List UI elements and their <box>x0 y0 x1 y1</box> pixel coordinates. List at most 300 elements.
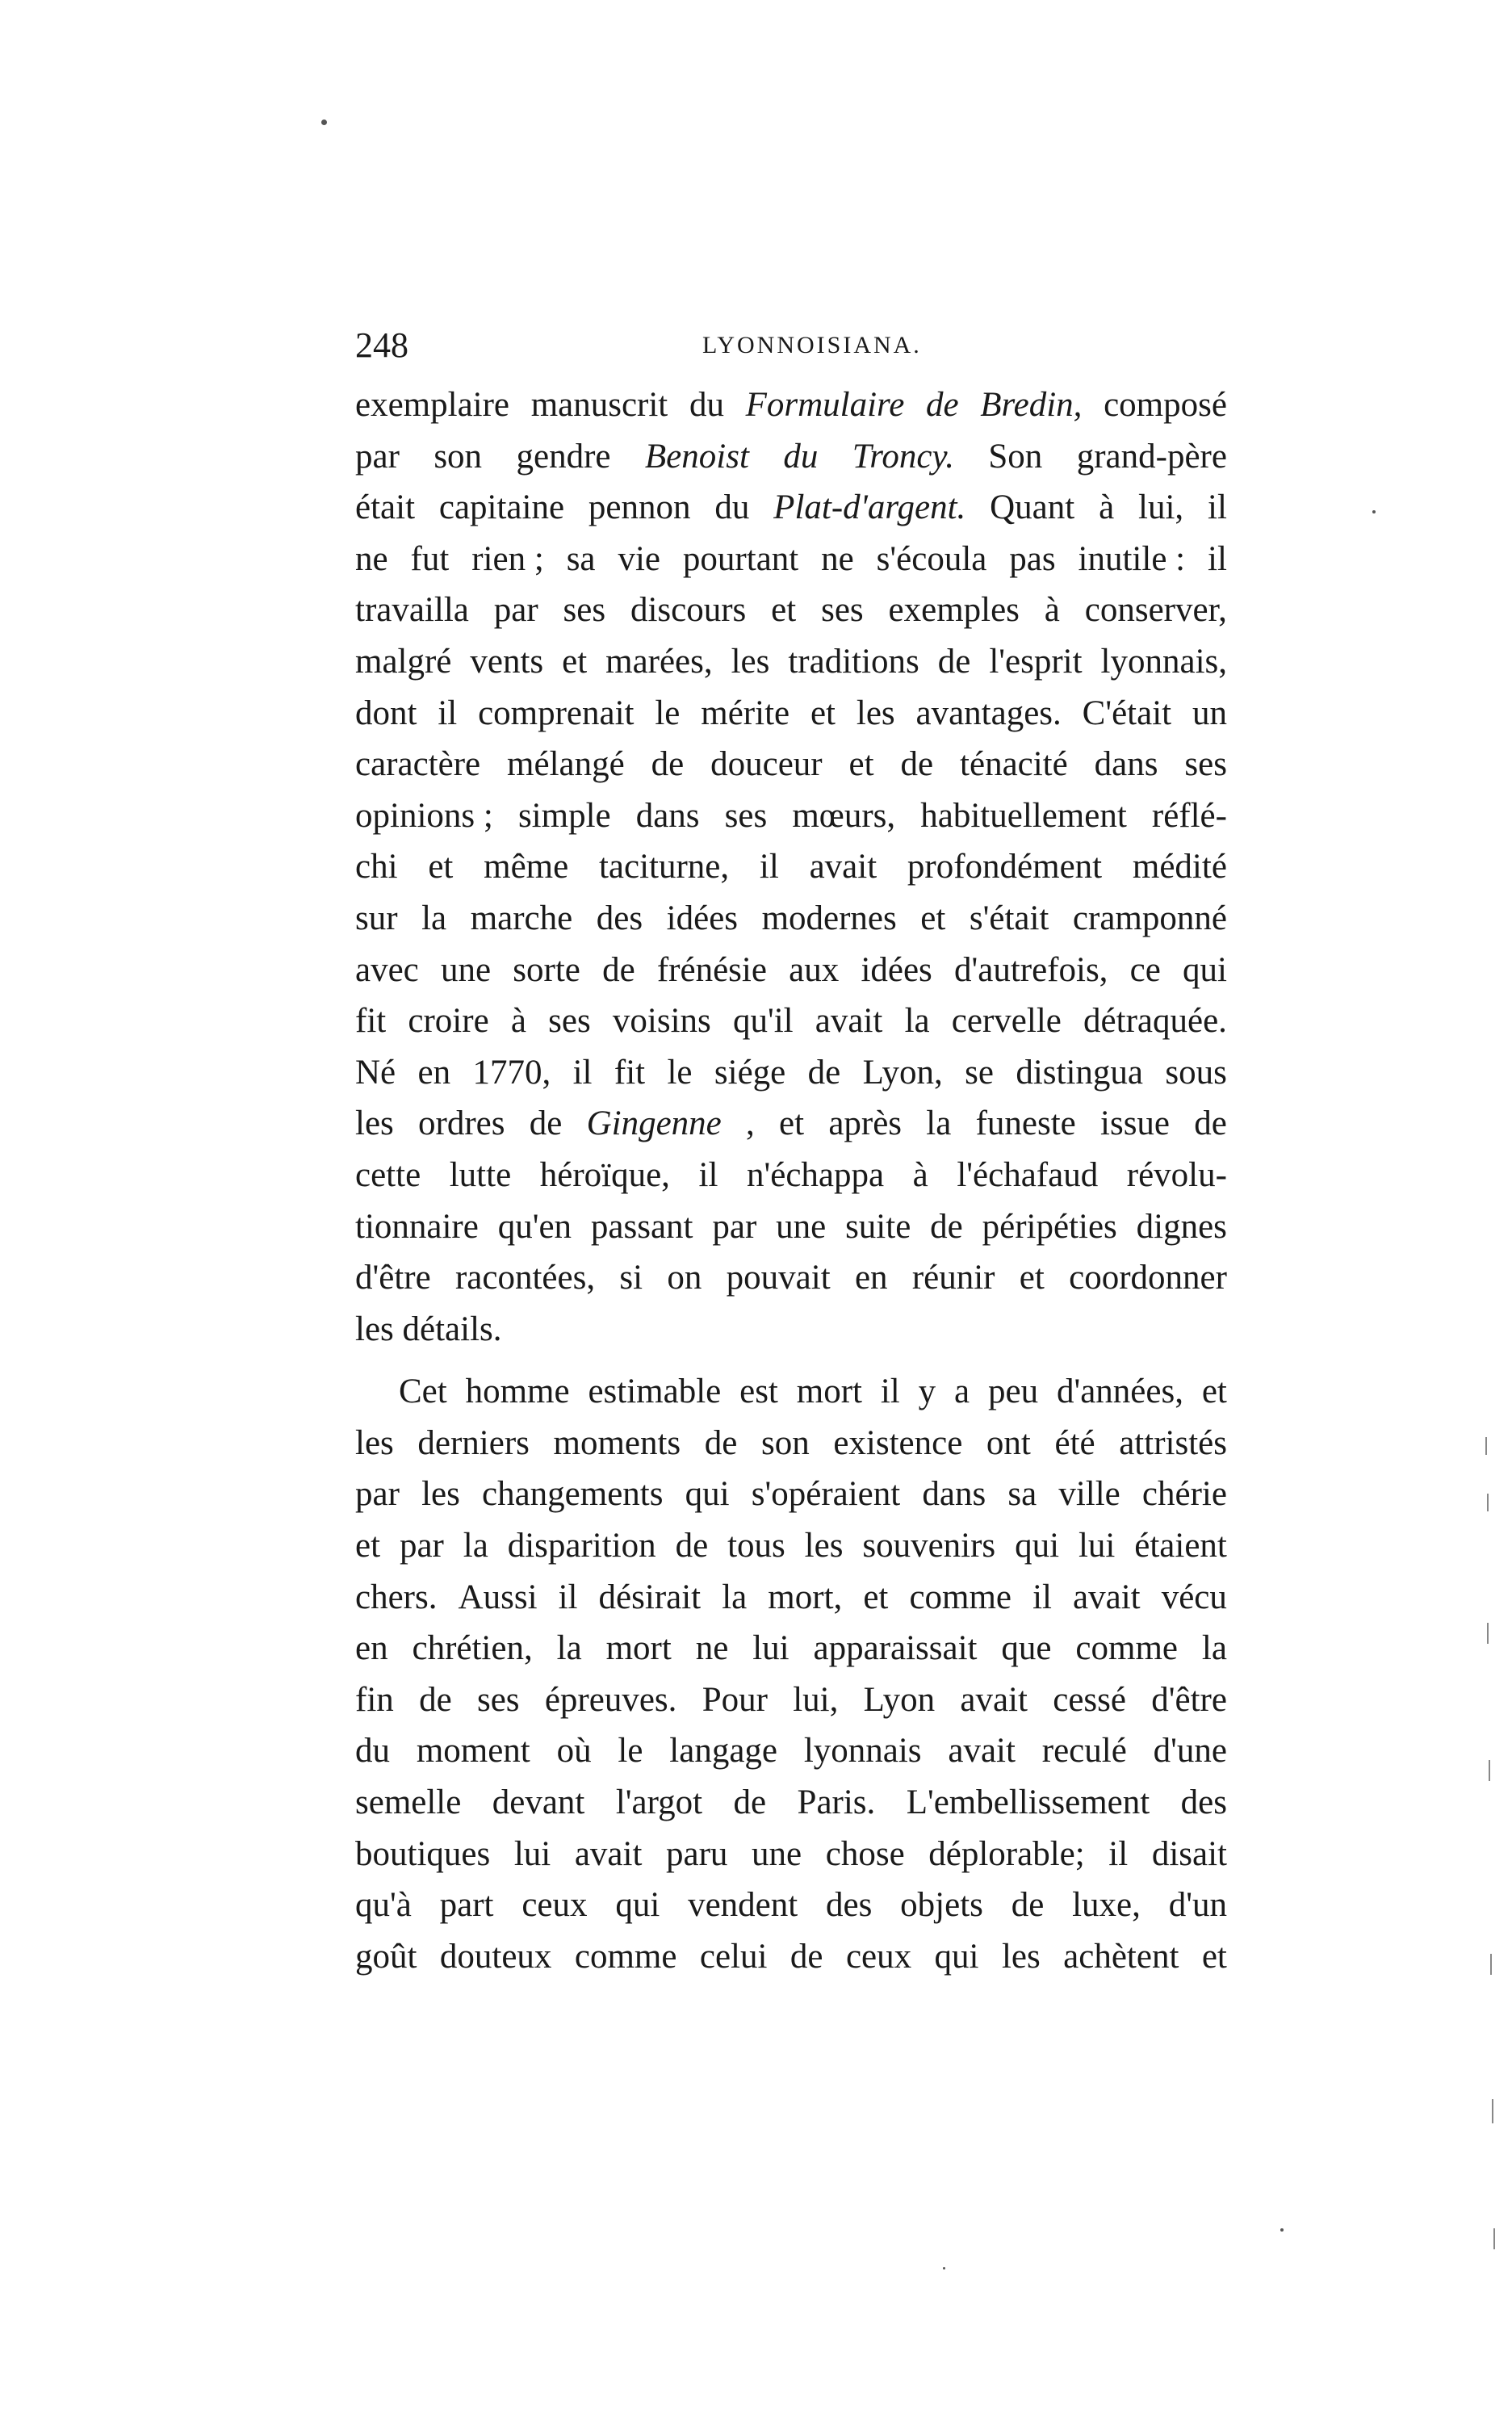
word: mort <box>605 1629 672 1668</box>
running-head: LYONNOISIANA. <box>702 332 922 358</box>
scan-edge-mark <box>1490 1954 1492 1975</box>
text-line <box>355 1623 1227 1674</box>
word: ténacité <box>960 745 1068 784</box>
word: avec <box>355 950 419 989</box>
word: sorte <box>513 950 580 989</box>
word: ses <box>548 1002 591 1041</box>
word: du <box>355 1732 390 1771</box>
word: funeste <box>975 1104 1076 1143</box>
word: et <box>810 694 836 732</box>
word: de <box>925 386 959 424</box>
word: existence <box>833 1423 963 1462</box>
word: chi <box>355 848 398 886</box>
text-line <box>355 790 1227 842</box>
word: la <box>463 1527 488 1565</box>
word: gendre <box>516 437 611 476</box>
word: d'être <box>1151 1680 1227 1719</box>
word: en <box>417 1053 451 1092</box>
word: révolu- <box>1126 1155 1227 1194</box>
word: simple <box>517 796 611 835</box>
text-line <box>355 1572 1227 1624</box>
word: par <box>355 437 400 476</box>
text-line <box>355 636 1227 688</box>
word: lui <box>752 1629 790 1668</box>
word: les détails. <box>355 1310 502 1348</box>
word: les <box>731 642 770 681</box>
word: idées <box>861 950 932 989</box>
word: chrétien, <box>412 1629 533 1668</box>
word: la <box>926 1104 952 1143</box>
word: les <box>355 1104 394 1143</box>
text-line <box>355 1469 1227 1520</box>
word: ses <box>563 591 606 630</box>
word: il <box>759 848 779 886</box>
word: et <box>562 642 588 681</box>
word: et <box>1201 1937 1227 1976</box>
word: d'années, <box>1056 1373 1183 1411</box>
text-line <box>355 1674 1227 1726</box>
word: y <box>918 1373 936 1411</box>
word: Quant <box>990 488 1075 527</box>
scan-speck <box>1372 510 1376 513</box>
text-line <box>355 1931 1227 1983</box>
text-line <box>355 945 1227 996</box>
word: vendent <box>688 1886 798 1925</box>
word: l'échafaud <box>957 1155 1099 1194</box>
page-number: 248 <box>355 325 408 365</box>
word: rien ; <box>471 539 544 578</box>
scan-edge-mark <box>1493 2228 1495 2249</box>
word: ont <box>986 1423 1031 1462</box>
word: mort, <box>768 1578 843 1616</box>
word: exemplaire <box>355 386 510 424</box>
word: Benoist <box>644 437 749 476</box>
word: dignes <box>1136 1207 1227 1246</box>
word: ceux <box>845 1937 912 1976</box>
word: qui <box>1183 950 1227 989</box>
word: les <box>1001 1937 1041 1976</box>
text-line <box>355 431 1227 483</box>
word: issue <box>1100 1104 1171 1143</box>
word: travailla <box>355 591 469 630</box>
word: grand-père <box>1076 437 1227 476</box>
word: de <box>651 745 685 784</box>
word: si <box>619 1259 643 1297</box>
word: profondément <box>907 848 1103 886</box>
word: et <box>863 1578 889 1616</box>
word: et <box>779 1104 805 1143</box>
word: une <box>776 1207 827 1246</box>
word: déplorable; <box>928 1834 1085 1873</box>
word: il <box>1032 1578 1052 1616</box>
word: Plat-d'argent. <box>773 488 966 527</box>
word: langage <box>669 1732 777 1771</box>
word: apparaissait <box>813 1629 978 1668</box>
word: avait <box>574 1834 643 1873</box>
word: mort <box>796 1373 862 1411</box>
scan-edge-mark <box>1487 1494 1489 1511</box>
scan-edge-mark <box>1492 2099 1493 2123</box>
word: où <box>556 1732 592 1771</box>
word: achètent <box>1063 1937 1179 1976</box>
text-line <box>355 1252 1227 1304</box>
word: Troncy. <box>852 437 954 476</box>
word: Lyon <box>863 1680 936 1719</box>
word: composé <box>1104 386 1227 424</box>
text-line <box>355 1418 1227 1469</box>
word: après <box>828 1104 903 1143</box>
word: de <box>790 1937 823 1976</box>
body-text <box>355 379 1227 1982</box>
word: les <box>856 694 895 732</box>
word: le <box>618 1732 643 1771</box>
word: de <box>1194 1104 1227 1143</box>
word: détraquée. <box>1083 1002 1227 1041</box>
word: de <box>1011 1886 1045 1925</box>
word: opinions ; <box>355 796 493 835</box>
word: capitaine <box>438 488 565 527</box>
word: malgré <box>355 642 452 681</box>
word: des <box>596 899 643 937</box>
word: peu <box>987 1373 1039 1411</box>
word: marées, <box>605 642 713 681</box>
word: réunir <box>911 1259 995 1297</box>
word: de <box>930 1207 963 1246</box>
word: discours <box>630 591 747 630</box>
word: il <box>1208 539 1227 578</box>
word: mélangé <box>507 745 625 784</box>
word: sur <box>355 899 398 937</box>
word: mérite <box>701 694 790 732</box>
word: coordonner <box>1069 1259 1227 1297</box>
word: douteux <box>439 1937 552 1976</box>
word: objets <box>900 1886 983 1925</box>
word: 1770, <box>472 1053 551 1092</box>
word: idées <box>666 899 739 937</box>
word: on <box>667 1259 702 1297</box>
word: du <box>714 488 750 527</box>
word: les <box>804 1527 844 1565</box>
word: comprenait <box>478 694 635 732</box>
word: L'embellissement <box>906 1783 1150 1822</box>
word: Cet <box>399 1373 447 1411</box>
word: ville <box>1058 1475 1120 1514</box>
word: Pour <box>702 1680 768 1719</box>
word: fut <box>410 539 450 578</box>
word: à <box>510 1002 526 1041</box>
text-line <box>355 841 1227 893</box>
word: sous <box>1165 1053 1227 1092</box>
word: de <box>937 642 971 681</box>
word: ce <box>1129 950 1161 989</box>
word: et <box>428 848 454 886</box>
page-header <box>355 321 1251 370</box>
word: qui <box>1015 1527 1060 1565</box>
word: ordres <box>418 1104 505 1143</box>
word: celui <box>699 1937 768 1976</box>
word: héroïque, <box>539 1155 670 1194</box>
word: fin <box>355 1680 394 1719</box>
text-line <box>355 1201 1227 1253</box>
word: il <box>1208 488 1227 527</box>
word: et <box>355 1527 381 1565</box>
word: ses <box>476 1680 520 1719</box>
word: et <box>920 899 946 937</box>
text-line <box>355 1047 1227 1099</box>
word: son <box>760 1423 810 1462</box>
word: moment <box>416 1732 530 1771</box>
word: la <box>904 1002 930 1041</box>
text-line <box>355 893 1227 945</box>
word: qu'à <box>355 1886 412 1925</box>
word: par <box>355 1475 400 1514</box>
word: pas <box>1009 539 1056 578</box>
word: s'opéraient <box>751 1475 901 1514</box>
scan-speck <box>321 119 327 125</box>
word: modernes <box>761 899 897 937</box>
word: d'être <box>355 1259 431 1297</box>
word: lui, <box>1138 488 1184 527</box>
word: croire <box>408 1002 489 1041</box>
word: de <box>807 1053 841 1092</box>
word: l'esprit <box>989 642 1083 681</box>
word: paru <box>666 1834 728 1873</box>
word: chérie <box>1141 1475 1227 1514</box>
word: il <box>558 1578 578 1616</box>
word: désirait <box>598 1578 702 1616</box>
word: sa <box>566 539 596 578</box>
word: il <box>698 1155 718 1194</box>
word: pennon <box>588 488 691 527</box>
word: avait <box>960 1680 1028 1719</box>
word: qu'il <box>732 1002 794 1041</box>
word: des <box>826 1886 873 1925</box>
word: avait <box>1073 1578 1141 1616</box>
word: aux <box>789 950 840 989</box>
word: lui, <box>793 1680 839 1719</box>
word: lui <box>513 1834 551 1873</box>
word: moments <box>553 1423 681 1462</box>
word: du <box>689 386 724 424</box>
word: qui <box>934 1937 979 1976</box>
word: qui <box>615 1886 660 1925</box>
word: Paris. <box>797 1783 876 1822</box>
word: comme <box>1075 1629 1178 1668</box>
word: part <box>439 1886 494 1925</box>
word: d'autrefois, <box>954 950 1108 989</box>
text-line <box>355 585 1227 636</box>
word: par <box>493 591 538 630</box>
word: C'était <box>1082 694 1172 732</box>
word: ne <box>695 1629 729 1668</box>
word: disait <box>1151 1834 1227 1873</box>
word: la <box>421 899 447 937</box>
word: homme <box>465 1373 570 1411</box>
word: les <box>355 1423 394 1462</box>
word: qu'en <box>497 1207 572 1246</box>
word: disparition <box>507 1527 656 1565</box>
word: traditions <box>788 642 919 681</box>
word: ses <box>821 591 864 630</box>
word: avait <box>948 1732 1016 1771</box>
word: et <box>771 591 797 630</box>
word: semelle <box>355 1783 462 1822</box>
word: dans <box>922 1475 986 1514</box>
word: frénésie <box>656 950 767 989</box>
word: Son <box>988 437 1043 476</box>
word: des <box>1180 1783 1227 1822</box>
word: à <box>1099 488 1115 527</box>
word: souvenirs <box>862 1527 996 1565</box>
word: la <box>556 1629 582 1668</box>
word: goût <box>355 1937 417 1976</box>
word: de <box>419 1680 452 1719</box>
word: ses <box>1184 745 1227 784</box>
word: avait <box>815 1002 883 1041</box>
word: s'était <box>969 899 1049 937</box>
word: il <box>1108 1834 1129 1873</box>
word: luxe, <box>1072 1886 1141 1925</box>
word: d'un <box>1168 1886 1227 1925</box>
word: d'une <box>1153 1732 1227 1771</box>
word: cessé <box>1053 1680 1126 1719</box>
word: lyonnais, <box>1100 642 1227 681</box>
word: ses <box>724 796 768 835</box>
word: il <box>438 694 458 732</box>
word: et <box>848 745 874 784</box>
word: épreuves. <box>544 1680 677 1719</box>
scan-edge-mark <box>1485 1437 1487 1455</box>
text-line <box>355 995 1227 1047</box>
word: été <box>1054 1423 1095 1462</box>
word: conserver, <box>1084 591 1227 630</box>
word: cervelle <box>951 1002 1062 1041</box>
word: en <box>355 1629 388 1668</box>
word: tionnaire <box>355 1207 479 1246</box>
word: inutile : <box>1078 539 1186 578</box>
word: habituellement <box>920 796 1127 835</box>
text-line <box>355 1150 1227 1201</box>
word: par <box>712 1207 757 1246</box>
word: tous <box>727 1527 785 1565</box>
word: étaient <box>1134 1527 1227 1565</box>
word: Gingenne <box>586 1104 722 1143</box>
word: du <box>783 437 819 476</box>
word: exemples <box>888 591 1020 630</box>
word: vents <box>470 642 544 681</box>
word: lui <box>1078 1527 1116 1565</box>
word: que <box>1001 1629 1052 1668</box>
word: marche <box>470 899 573 937</box>
word: était <box>355 488 416 527</box>
word: manuscrit <box>530 386 668 424</box>
word: cette <box>355 1155 421 1194</box>
text-line <box>355 688 1227 740</box>
word: Formulaire <box>745 386 905 424</box>
word: se <box>965 1053 994 1092</box>
text-line <box>355 1829 1227 1880</box>
word: ne <box>355 539 388 578</box>
word: vie <box>618 539 660 578</box>
text-line <box>355 1366 1227 1418</box>
word: comme <box>909 1578 1012 1616</box>
word: la <box>722 1578 748 1616</box>
word: même <box>484 848 569 886</box>
text-line <box>355 739 1227 790</box>
word: une <box>440 950 492 989</box>
word: reculé <box>1041 1732 1127 1771</box>
word: ne <box>821 539 854 578</box>
scan-edge-mark <box>1489 1760 1490 1781</box>
text-line <box>355 1098 1227 1150</box>
word: son <box>433 437 483 476</box>
text-line <box>355 534 1227 585</box>
word: une <box>752 1834 802 1873</box>
word: de <box>602 950 635 989</box>
text-line <box>355 482 1227 534</box>
word: fit <box>614 1053 646 1092</box>
word: Aussi <box>458 1578 538 1616</box>
text-line <box>355 1520 1227 1572</box>
word: il <box>880 1373 900 1411</box>
word: changements <box>482 1475 664 1514</box>
text-line <box>355 1725 1227 1777</box>
word: racontées, <box>454 1259 596 1297</box>
word: avantages. <box>915 694 1062 732</box>
word: il <box>572 1053 593 1092</box>
word: passant <box>590 1207 693 1246</box>
word: estimable <box>588 1373 722 1411</box>
word: pouvait <box>726 1259 831 1297</box>
word: derniers <box>417 1423 530 1462</box>
scan-speck <box>943 2267 945 2269</box>
word: de <box>529 1104 563 1143</box>
word: le <box>655 694 681 732</box>
word: de <box>704 1423 738 1462</box>
word: n'échappa <box>747 1155 885 1194</box>
scan-edge-mark <box>1487 1623 1489 1644</box>
word: dans <box>1094 745 1158 784</box>
word: Lyon, <box>862 1053 943 1092</box>
word: et <box>1019 1259 1045 1297</box>
word: , <box>746 1104 755 1143</box>
word: lutte <box>449 1155 512 1194</box>
word: ceux <box>521 1886 588 1925</box>
word: distingua <box>1016 1053 1144 1092</box>
word: pourtant <box>682 539 799 578</box>
word: taciturne, <box>598 848 730 886</box>
word: à <box>1044 591 1060 630</box>
word: mœurs, <box>792 796 896 835</box>
word: siége <box>714 1053 786 1092</box>
word: Né <box>355 1053 396 1092</box>
word: l'argot <box>615 1783 703 1822</box>
word: médité <box>1132 848 1227 886</box>
word: de <box>900 745 934 784</box>
word: Bredin, <box>980 386 1083 424</box>
word: lyonnais <box>803 1732 922 1771</box>
word: est <box>739 1373 778 1411</box>
word: les <box>421 1475 460 1514</box>
word: s'écoula <box>876 539 987 578</box>
word: devant <box>492 1783 585 1822</box>
text-line <box>355 1777 1227 1829</box>
word: de <box>675 1527 709 1565</box>
word: fit <box>355 1002 387 1041</box>
word: attristés <box>1119 1423 1227 1462</box>
text-line <box>355 379 1227 431</box>
word: un <box>1192 694 1227 732</box>
